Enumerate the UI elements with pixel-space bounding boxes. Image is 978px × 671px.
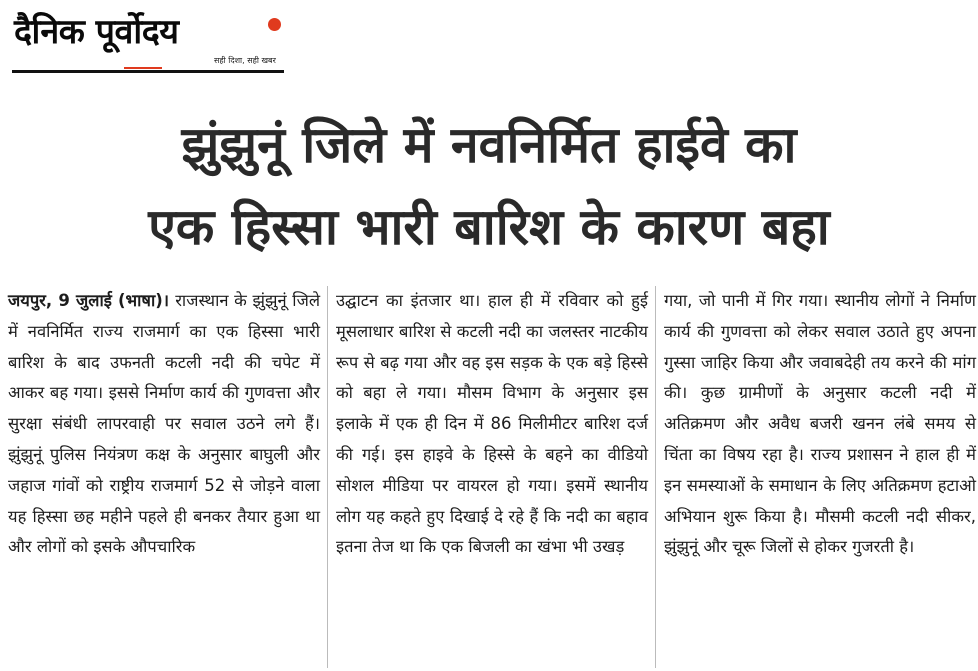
- tagline: सही दिशा, सही खबर: [214, 56, 276, 65]
- column-2-text: उद्घाटन का इंतजार था। हाल ही में रविवार को हुई मूसलाधार बारिश से कटली नदी का जलस्तर नाटकीय रूप से बढ़ गया और वह इस सड़क के एक बड़े हिस्से को बहा ले गया। मौसम विभाग के अनुसार इस इलाके में एक ही दिन में 86 मिलीमीटर बारिश दर्ज की गई। इस हाइवे के हिस्से के बहने का वीडियो सोशल मीडिया पर वायरल हो गया। इसमें स्थानीय लोग यह कहते हुए दिखाई दे रहे हैं कि नदी का बहाव इतना तेज था कि एक बिजली का खंभा भी उखड़: [336, 291, 648, 557]
- dateline: जयपुर, 9 जुलाई (भाषा)।: [8, 291, 176, 310]
- masthead-accent-rule: [124, 67, 162, 69]
- headline-line-2: एक हिस्सा भारी बारिश के कारण बहा: [148, 198, 830, 256]
- article-column-3: [664, 286, 976, 563]
- logo-dot-icon: [268, 18, 281, 31]
- newspaper-logo: दैनिक पूर्वोदय: [14, 12, 179, 52]
- column-divider: [655, 286, 656, 668]
- article-column-2: [336, 286, 648, 563]
- column-1-text: राजस्थान के झुंझुनूं जिले में नवनिर्मित राज्य राजमार्ग का एक हिस्सा भारी बारिश के बाद उफनती कटली नदी की चपेट में आकर बह गया। इससे निर्माण कार्य की गुणवत्ता और सुरक्षा संबंधी लापरवाही पर सवाल उठने लगे हैं। झुंझुनूं पुलिस नियंत्रण कक्ष के अनुसार बाघुली और जहाज गांवों को राष्ट्रीय राजमार्ग 52 से जोड़ने वाला यह हिस्सा छह महीने पहले ही बनकर तैयार हुआ था और लोगों को इसके औपचारिक: [8, 291, 321, 557]
- column-3-text: गया, जो पानी में गिर गया। स्थानीय लोगों ने निर्माण कार्य की गुणवत्ता को लेकर सवाल उठाते हुए अपना गुस्सा जाहिर किया और जवाबदेही तय करने की मांग की। कुछ ग्रामीणों के अनुसार कटली नदी में अतिक्रमण और अवैध बजरी खनन लंबे समय से चिंता का विषय रहा है। राज्य प्रशासन ने हाल ही में इन समस्याओं के समाधान के लिए अतिक्रमण हटाओ अभियान शुरू किया है। मौसमी कटली नदी सीकर, झुंझुनूं और चूरू जिलों से होकर गुजरती है।: [664, 291, 976, 557]
- article-column-1: [8, 286, 320, 563]
- masthead-rule: [12, 70, 284, 73]
- headline: [0, 104, 978, 268]
- masthead: [12, 6, 284, 72]
- column-divider: [327, 286, 328, 668]
- headline-line-1: झुंझुनूं जिले में नवनिर्मित हाईवे का: [181, 116, 797, 174]
